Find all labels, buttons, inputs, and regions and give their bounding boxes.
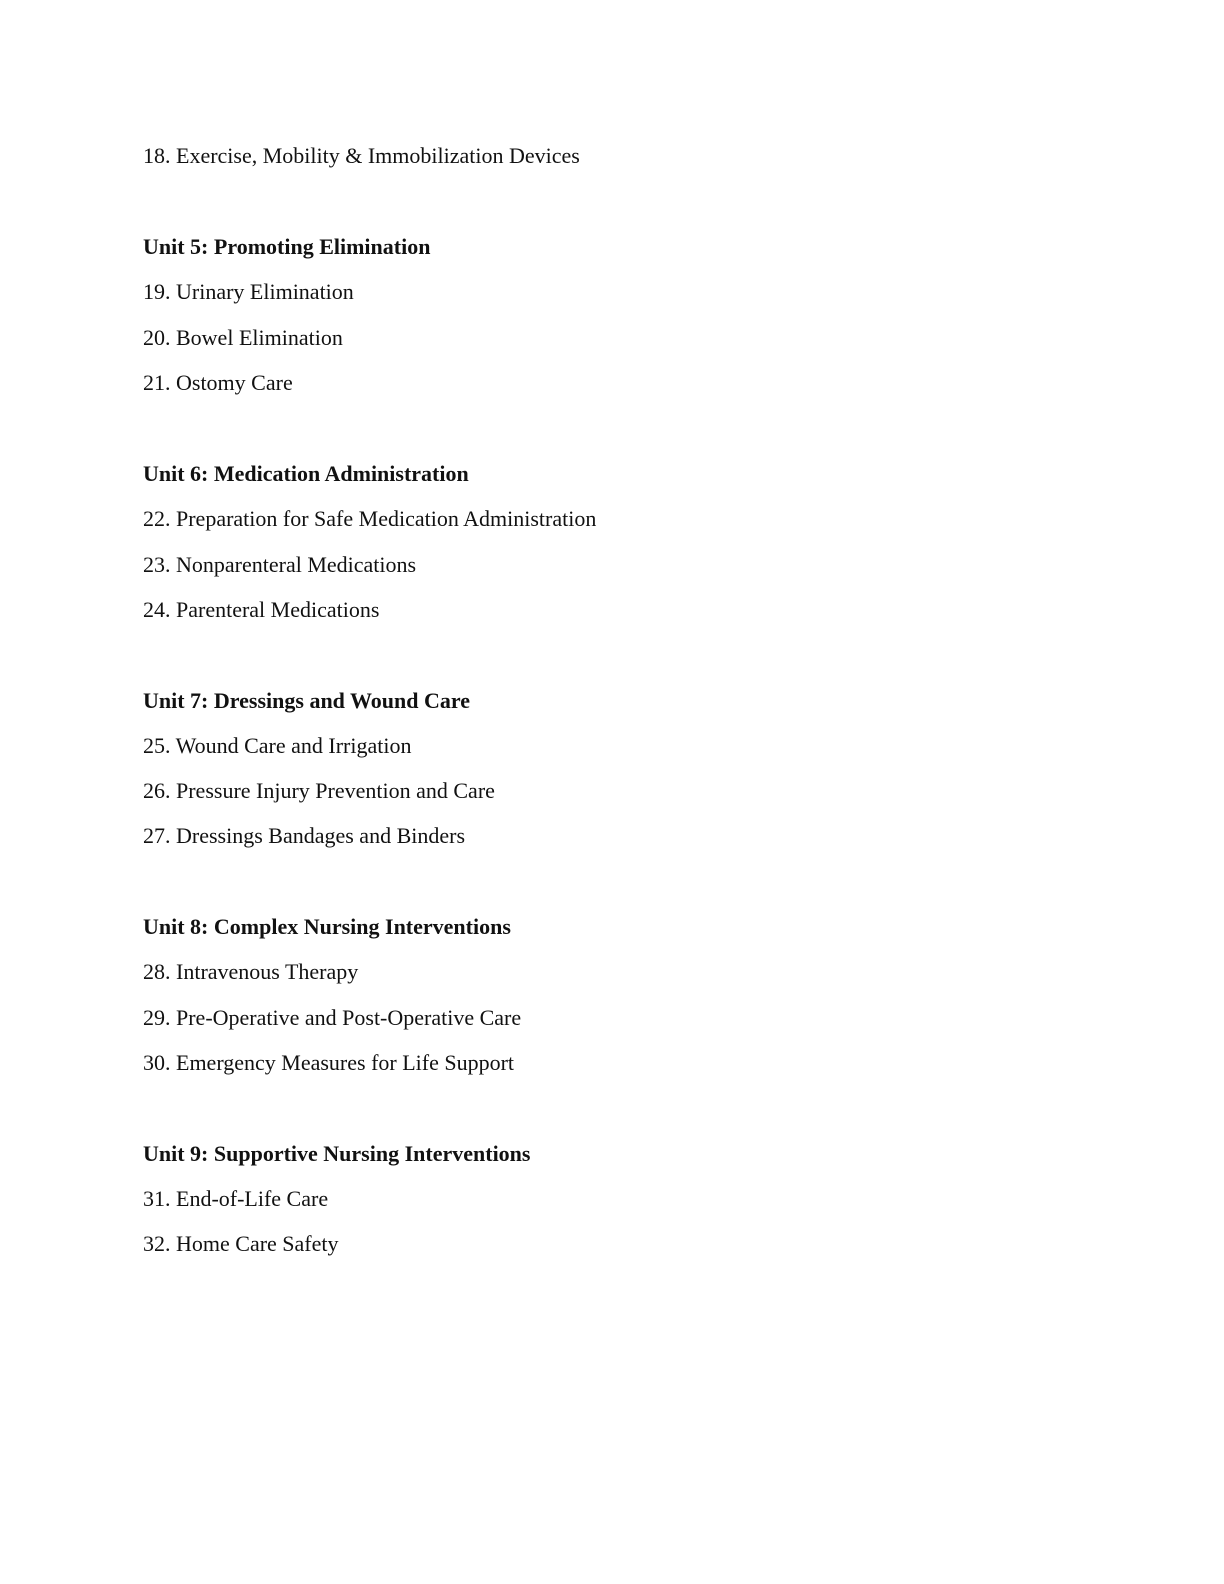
toc-item: 19. Urinary Elimination (143, 279, 354, 304)
toc-item: 30. Emergency Measures for Life Support (143, 1050, 515, 1075)
toc-item: 32. Home Care Safety (143, 1231, 339, 1256)
unit-heading: Unit 7: Dressings and Wound Care (143, 688, 471, 713)
toc-item: 25. Wound Care and Irrigation (143, 733, 412, 758)
unit-heading: Unit 9: Supportive Nursing Interventions (143, 1141, 531, 1166)
unit-heading: Unit 8: Complex Nursing Interventions (143, 914, 511, 939)
toc-item: 27. Dressings Bandages and Binders (143, 823, 466, 848)
toc-item: 24. Parenteral Medications (143, 597, 380, 622)
unit-heading: Unit 5: Promoting Elimination (143, 234, 431, 259)
toc-item: 29. Pre-Operative and Post-Operative Care (143, 1005, 522, 1030)
toc-item: 18. Exercise, Mobility & Immobilization Devices (143, 143, 580, 168)
toc-item: 20. Bowel Elimination (143, 325, 343, 350)
toc-item: 31. End-of-Life Care (143, 1186, 329, 1211)
toc-item: 26. Pressure Injury Prevention and Care (143, 778, 495, 803)
unit-heading: Unit 6: Medication Administration (143, 461, 469, 486)
toc-item: 23. Nonparenteral Medications (143, 552, 417, 577)
toc-item: 21. Ostomy Care (143, 370, 293, 395)
toc-item: 22. Preparation for Safe Medication Administration (143, 506, 597, 531)
toc-item: 28. Intravenous Therapy (143, 959, 359, 984)
